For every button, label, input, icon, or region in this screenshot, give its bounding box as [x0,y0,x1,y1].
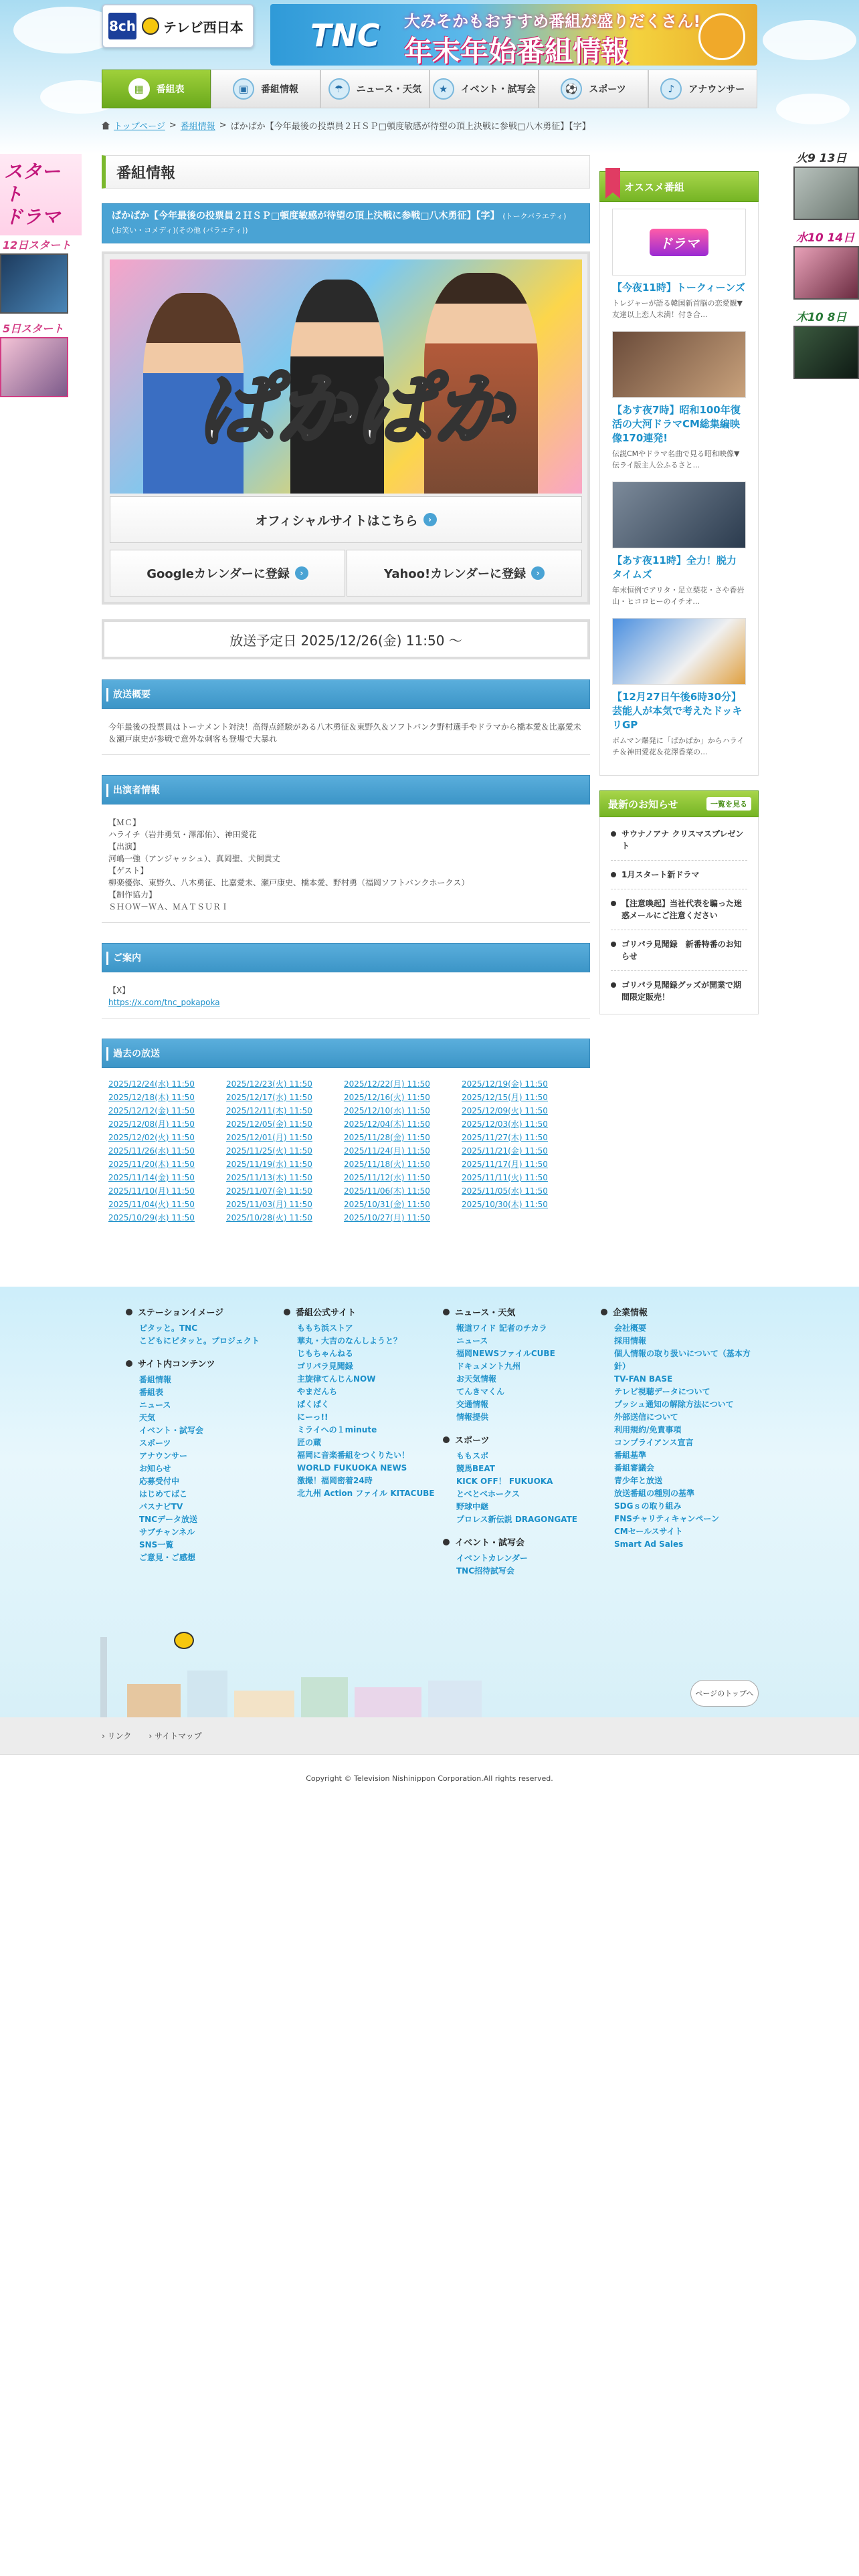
past-broadcast-link[interactable]: 2025/11/26(水) 11:50 [108,1146,195,1156]
footer-links [102,1730,202,1741]
past-broadcast-link[interactable]: 2025/12/12(金) 11:50 [108,1106,195,1115]
footer-link[interactable]: お知らせ [139,1464,171,1473]
notice-label: 【X】 [108,986,130,995]
footer-link[interactable]: プロレス新伝説 DRAGONGATE [456,1515,577,1524]
left-promo-tag: 5日スタート [3,322,64,335]
footer-link[interactable]: 競馬BEAT [456,1464,495,1473]
past-broadcast-link[interactable]: 2025/11/20(木) 11:50 [108,1160,195,1169]
nav-item[interactable] [430,70,539,108]
footer-link[interactable]: 報道ワイド 記者のチカラ [456,1323,547,1333]
footer-link[interactable]: ミライへの１minute [297,1425,377,1434]
footer-link[interactable]: TNCデータ放送 [139,1515,198,1524]
recommended-title[interactable]: 【あす夜11時】全力！脱力タイムズ [612,554,737,580]
right-promo-image-3[interactable] [793,326,859,379]
cast-heading: 出演者情報 [102,775,590,804]
footer-group-heading: イベント・試写会 [443,1535,603,1548]
footer-link[interactable]: 個人情報の取り扱いについて（基本方針） [614,1349,751,1371]
footer-link[interactable]: 交通情報 [456,1400,489,1409]
breadcrumb-program-info[interactable]: 番組情報 [180,122,215,132]
recommended-thumbnail[interactable] [612,481,746,548]
footer-link[interactable]: はじめてばこ [139,1489,188,1499]
notice-body [102,972,590,1018]
past-broadcast-link[interactable]: 2025/12/16(火) 11:50 [344,1093,430,1102]
bee-mascot-icon [142,17,159,35]
footer-link[interactable]: FNSチャリティキャンペーン [614,1514,720,1523]
past-broadcast-link[interactable]: 2025/11/18(火) 11:50 [344,1160,430,1169]
footer-spacer [443,1424,603,1433]
footer-link[interactable]: 北九州 Action ファイル KITACUBE [297,1489,435,1498]
footer-link[interactable]: TNC招待試写会 [456,1566,515,1576]
arrow-right-icon: › [295,566,308,580]
footer-link[interactable]: ニュース [456,1336,488,1346]
nav-item-label: 番組情報 [260,84,298,95]
past-broadcast-link[interactable]: 2025/10/30(木) 11:50 [462,1200,548,1209]
footer-group-heading: スポーツ [443,1433,603,1446]
footer-spacer [443,1526,603,1535]
home-icon [102,122,110,130]
footer-link[interactable]: 応募受付中 [139,1477,180,1486]
footer-link[interactable]: ももち浜ストア [297,1323,353,1333]
recommended-description: 年末恒例でアリタ・足立梨花・さや香岩山・ヒコロヒーのイチオ... [612,586,745,606]
recommended-description: 伝説CMやドラマ名曲で見る昭和映像▼伝ライ版主人公ふるさと... [612,449,740,469]
program-title: ぱかぱか【今年最後の投票員２ＨＳＰ□頓度敏感が待望の頂上決戦に参戦□八木勇征】【字】 [112,211,500,221]
footer-link[interactable]: 番組基準 [614,1451,647,1460]
footer-link[interactable]: 情報提供 [456,1412,489,1422]
news-item[interactable]: ゴリパラ見聞録グッズが開業で期間限定販売！ [611,971,747,1011]
past-broadcast-link[interactable]: 2025/12/08(月) 11:50 [108,1119,195,1129]
past-broadcast-link[interactable]: 2025/11/07(金) 11:50 [226,1186,312,1196]
footer-link[interactable]: 華丸・大吉のなんしようと？ [297,1336,402,1346]
official-site-button[interactable] [110,496,582,543]
breadcrumb [102,119,591,132]
footer-link[interactable]: CMセールスサイト [614,1527,683,1536]
past-broadcast-link[interactable]: 2025/11/17(月) 11:50 [462,1160,548,1169]
past-broadcast-link[interactable]: 2025/12/09(火) 11:50 [462,1106,548,1115]
arrow-right-icon: › [423,513,437,526]
footer-link[interactable]: ドキュメント九州 [456,1362,521,1371]
past-broadcast-link[interactable]: 2025/12/24(水) 11:50 [108,1079,195,1089]
news-heading-label: 最新のお知らせ [608,798,678,811]
news-item[interactable]: 1月スタート新ドラマ [611,861,747,889]
past-broadcast-link[interactable]: 2025/11/06(木) 11:50 [344,1186,430,1196]
past-broadcast-link[interactable]: 2025/12/19(金) 11:50 [462,1079,548,1089]
footer-link[interactable]: 番組情報 [139,1375,172,1384]
recommended-thumbnail[interactable] [612,331,746,398]
back-to-top-button[interactable]: ページのトップへ [690,1680,759,1707]
footer-link[interactable]: 福岡に音楽番組をつくりたい！ [297,1451,410,1460]
yahoo-calendar-button[interactable] [347,550,582,597]
footer-link[interactable]: 外部送信について [614,1412,678,1422]
footer-link[interactable]: ニュース [139,1400,171,1410]
footer-link[interactable]: イベントカレンダー [456,1553,528,1563]
footer-link[interactable]: TV-FAN BASE [614,1374,673,1384]
recommended-heading [599,171,759,202]
breadcrumb-home[interactable]: トップページ [114,122,165,132]
past-broadcasts-list [102,1068,590,1234]
google-calendar-label: Googleカレンダーに登録 [147,567,290,581]
news-more-button[interactable]: 一覧を見る [706,797,751,811]
footer-link[interactable]: 天気 [139,1413,156,1422]
footer-link[interactable]: コンプライアンス宣言 [614,1438,694,1447]
past-broadcast-link[interactable]: 2025/11/13(木) 11:50 [226,1173,312,1182]
yahoo-calendar-label: Yahoo!カレンダーに登録 [383,567,527,581]
footer-link[interactable]: プッシュ通知の解除方法について [614,1400,734,1409]
notice-heading: ご案内 [102,943,590,972]
recommended-list [599,202,759,776]
past-broadcast-link[interactable]: 2025/10/31(金) 11:50 [344,1200,430,1209]
event-icon: ★ [433,78,454,100]
footer-link[interactable]: SNS一覧 [139,1540,174,1549]
recommended-title[interactable]: 【今夜11時】トークィーンズ [612,282,745,294]
past-broadcast-link[interactable]: 2025/11/21(金) 11:50 [462,1146,548,1156]
footer-link[interactable]: じもちゃんねる [297,1349,354,1358]
past-broadcast-link[interactable]: 2025/10/28(火) 11:50 [226,1213,312,1222]
footer-link[interactable]: アナウンサー [139,1451,188,1461]
footer-link[interactable]: ご意見・ご感想 [139,1553,196,1562]
left-promo-heading: スタート ドラマ [0,154,82,235]
past-broadcast-link[interactable]: 2025/12/10(水) 11:50 [344,1106,430,1115]
footer-link[interactable]: ピタッと。TNC [139,1323,198,1333]
past-broadcast-link[interactable]: 2025/11/27(木) 11:50 [462,1133,548,1142]
footer-link[interactable]: こどもにピタッと。プロジェクト [139,1336,260,1346]
recommended-description: トレジャーが語る韓国新首脳の恋愛観▼友達以上恋人未満！付き合... [612,299,743,319]
right-drama-promo[interactable] [793,147,859,379]
footer-link[interactable]: ゴリパラ見聞録 [297,1362,353,1371]
footer-link[interactable]: 利用規約/免責事項 [614,1425,682,1434]
tnc-logo[interactable] [102,4,254,48]
breadcrumb-current: ぱかぱか【今年最後の投票員２ＨＳＰ□頓度敏感が待望の頂上決戦に参戦□八木勇征】【字】 [230,122,591,132]
footer-link[interactable]: やまだんち [297,1387,338,1396]
recommended-description: ボムマン爆発に「ぱかぱか」からハライチ＆神田愛花＆花澤香菜の... [612,736,745,756]
footer-link[interactable]: 主旋律てんじんNOW [297,1374,376,1384]
main-content [102,155,590,1234]
nav-item-label: ニュース・天気 [356,84,421,95]
news-item[interactable]: 【注意喚起】当社代表を騙った迷惑メールにご注意ください [611,889,747,930]
program-logo: ぱかぱか [197,364,513,456]
past-broadcast-link[interactable]: 2025/11/10(月) 11:50 [108,1186,195,1196]
past-broadcast-link[interactable]: 2025/12/05(金) 11:50 [226,1119,312,1129]
mic-icon: ♪ [660,78,682,100]
left-drama-promo[interactable] [0,154,82,397]
drama-banner-logo: ドラマ [650,229,708,256]
footer-link[interactable]: イベント・試写会 [139,1426,204,1435]
footer-link[interactable]: サブチャンネル [139,1527,195,1537]
footer-link[interactable]: 番組表 [139,1388,164,1397]
past-broadcast-link[interactable]: 2025/11/14(金) 11:50 [108,1173,195,1182]
footer-link[interactable]: 放送番組の種別の基準 [614,1489,695,1498]
mascot-icon [698,13,745,60]
breadcrumb-separator: > [169,120,177,130]
right-promo-tag: 水10 14日 [796,231,855,245]
recommended-title[interactable]: 【12月27日午後6時30分】芸能人が本気で考えたドッキリGP [612,691,743,731]
nav-item[interactable] [648,70,757,108]
cast-body: 【ＭＣ】 ハライチ（岩井勇気・澤部佑）、神田愛花 【出演】 河嶋一強（アンジャッシュ）、真岡聖、犬飼貴丈 【ゲスト】 柳楽優弥、東野久、八木勇征、比嘉愛未、瀬戸康史、橋本愛、野村勇（福岡ソフトバンクホークス） 【制作協力】 ＳＨＯＷ－ＷＡ、ＭＡＴＳＵＲＩ [102,804,590,923]
left-promo-image-1[interactable] [0,253,68,314]
program-title-bar [102,203,590,243]
past-broadcast-link[interactable]: 2025/12/17(水) 11:50 [226,1093,312,1102]
footer-link[interactable]: スポーツ [139,1438,171,1448]
footer-link[interactable]: 番組審議会 [614,1463,655,1473]
footer-link[interactable]: 青少年と放送 [614,1476,663,1485]
footer-link[interactable]: お天気情報 [456,1374,497,1384]
footer-link[interactable]: とべとべホークス [456,1489,520,1499]
footer-column-4 [601,1305,761,1551]
new-year-banner[interactable] [270,4,757,66]
drama-banner[interactable] [612,209,746,276]
program-visual-box [102,251,590,605]
footer-column-3 [443,1305,603,1578]
past-broadcast-link[interactable]: 2025/11/05(水) 11:50 [462,1186,548,1196]
past-broadcast-link[interactable]: 2025/12/11(木) 11:50 [226,1106,312,1115]
footer-link[interactable]: WORLD FUKUOKA NEWS [297,1463,407,1473]
past-broadcast-link[interactable]: 2025/11/24(月) 11:50 [344,1146,430,1156]
past-broadcast-link[interactable]: 2025/12/18(木) 11:50 [108,1093,195,1102]
footer-link[interactable]: バスナビTV [139,1502,183,1511]
footer-link[interactable]: 福岡NEWSファイルCUBE [456,1349,555,1358]
banner-title: 年末年始番組情報 [404,35,630,66]
page-title: 番組情報 [102,155,590,189]
footer-link[interactable]: 会社概要 [614,1323,647,1333]
footer-link[interactable]: テレビ視聴データについて [614,1387,710,1396]
nav-item[interactable] [320,70,430,108]
nav-item-label: スポーツ [589,84,626,95]
footer-link[interactable]: KICK OFF！ FUKUOKA [456,1477,553,1486]
footer-column-2 [284,1305,444,1500]
recommended-title[interactable]: 【あす夜7時】昭和100年復活の大河ドラマCM総集編映像170連発! [612,404,741,444]
banner-subtitle: 大みそかもおすすめ番組が盛りだくさん! [404,12,701,31]
past-broadcast-link[interactable]: 2025/12/04(木) 11:50 [344,1119,430,1129]
footer-link[interactable]: てんきマくん [456,1387,505,1396]
footer-bottom-link[interactable]: › サイトマップ [149,1730,201,1741]
right-promo-tag: 火9 13日 [796,152,847,165]
footer-link[interactable]: 野球中継 [456,1502,489,1511]
breadcrumb-separator: > [219,120,227,130]
footer-group-heading: サイト内コンテンツ [126,1357,286,1370]
left-promo-tag: 12日スタート [3,239,72,251]
footer-bottom-link[interactable]: › リンク [102,1730,131,1741]
past-broadcast-link[interactable]: 2025/11/28(金) 11:50 [344,1133,430,1142]
nav-item[interactable] [211,70,320,108]
overview-body: 今年最後の投票員はトーナメント対決！高得点経験がある八木勇征＆東野久＆ソフトバンク野村選手やドラマから橋本愛＆比嘉愛未＆瀬戸康史が参戦で意外な刺客も登場で大暴れ [102,709,590,755]
footer-group-heading: 企業情報 [601,1305,761,1318]
channel-badge: 8ch [108,13,136,39]
google-calendar-button[interactable] [110,550,345,597]
nav-item-label: アナウンサー [688,84,745,95]
footer-link[interactable]: 匠の蔵 [297,1438,322,1447]
official-site-label: オフィシャルサイトはこちら [255,513,418,528]
overview-heading: 放送概要 [102,679,590,709]
recommended-heading-label: オススメ番組 [624,181,684,193]
footer-group-heading: 番組公式サイト [284,1305,444,1318]
nav-item[interactable] [102,70,211,108]
global-nav [102,70,757,108]
recommended-thumbnail[interactable] [612,618,746,685]
copyright: Copyright © Television Nishinippon Corporation.All rights reserved. [306,1774,553,1783]
past-broadcast-link[interactable]: 2025/10/29(水) 11:50 [108,1213,195,1222]
ribbon-icon [605,168,620,199]
right-promo-tag: 木10 8日 [796,311,847,324]
news-item[interactable]: サウナノアナ クリスマスプレゼント [611,820,747,861]
nav-item[interactable] [539,70,648,108]
footer-link[interactable]: ぱくぱく [297,1400,330,1409]
past-broadcast-link[interactable]: 2025/12/03(水) 11:50 [462,1119,548,1129]
footer-spacer [126,1348,286,1357]
past-broadcast-link[interactable]: 2025/11/12(水) 11:50 [344,1173,430,1182]
nav-item-label: 番組表 [156,84,185,95]
past-broadcast-link[interactable]: 2025/12/02(火) 11:50 [108,1133,195,1142]
footer-group-heading: ニュース・天気 [443,1305,603,1318]
footer-link[interactable]: ももスポ [456,1451,489,1461]
nav-item-label: イベント・試写会 [460,84,536,95]
past-broadcast-link[interactable]: 2025/11/04(火) 11:50 [108,1200,195,1209]
town-illustration [100,1632,488,1717]
logo-text: テレビ西日本 [163,19,244,35]
past-broadcast-link[interactable]: 2025/12/01(月) 11:50 [226,1133,312,1142]
footer-link[interactable]: 採用情報 [614,1336,647,1346]
past-broadcast-link[interactable]: 2025/12/15(月) 11:50 [462,1093,548,1102]
calendar-buttons [110,550,582,597]
past-broadcast-link[interactable]: 2025/12/23(火) 11:50 [226,1079,312,1089]
arrow-right-icon: › [531,566,545,580]
past-broadcasts-heading: 過去の放送 [102,1039,590,1068]
sports-icon: ⚽ [561,78,582,100]
past-broadcast-link[interactable]: 2025/11/03(月) 11:50 [226,1200,312,1209]
news-item[interactable]: ゴリパラ見聞録 新番特番のお知らせ [611,930,747,971]
right-promo-image-1[interactable] [793,167,859,220]
footer-link[interactable]: にーっ!! [297,1412,328,1422]
past-broadcast-link[interactable]: 2025/11/11(火) 11:50 [462,1173,548,1182]
past-broadcast-link[interactable]: 2025/12/22(月) 11:50 [344,1079,430,1089]
footer-column-1 [126,1305,286,1564]
news-heading [599,790,759,817]
tv-icon: ▣ [233,78,254,100]
x-account-link[interactable]: https://x.com/tnc_pokapoka [108,998,220,1007]
past-broadcast-link[interactable]: 2025/11/19(水) 11:50 [226,1160,312,1169]
footer-link[interactable]: SDGｓの取り組み [614,1501,682,1511]
sidebar [599,171,759,1014]
banner-brand: TNC [310,17,380,53]
broadcast-schedule: 放送予定日 2025/12/26(金) 11:50 〜 [102,619,590,659]
footer-link[interactable]: 激撮！福岡密着24時 [297,1476,373,1485]
program-genre: (トークバラエティ) [502,212,567,221]
past-broadcast-link[interactable]: 2025/11/25(火) 11:50 [226,1146,312,1156]
footer-group-heading: ステーションイメージ [126,1305,286,1318]
left-promo-image-2[interactable] [0,337,68,397]
weather-icon: ☂ [328,78,350,100]
calendar-icon: ▦ [128,78,150,100]
right-promo-image-2[interactable] [793,246,859,300]
program-photo [110,259,582,494]
past-broadcast-link[interactable]: 2025/10/27(月) 11:50 [344,1213,430,1222]
program-genre-2: (お笑い・コメディ)(その他 (バラエティ)) [112,226,248,235]
news-list [599,817,759,1014]
footer-link[interactable]: Smart Ad Sales [614,1539,684,1549]
